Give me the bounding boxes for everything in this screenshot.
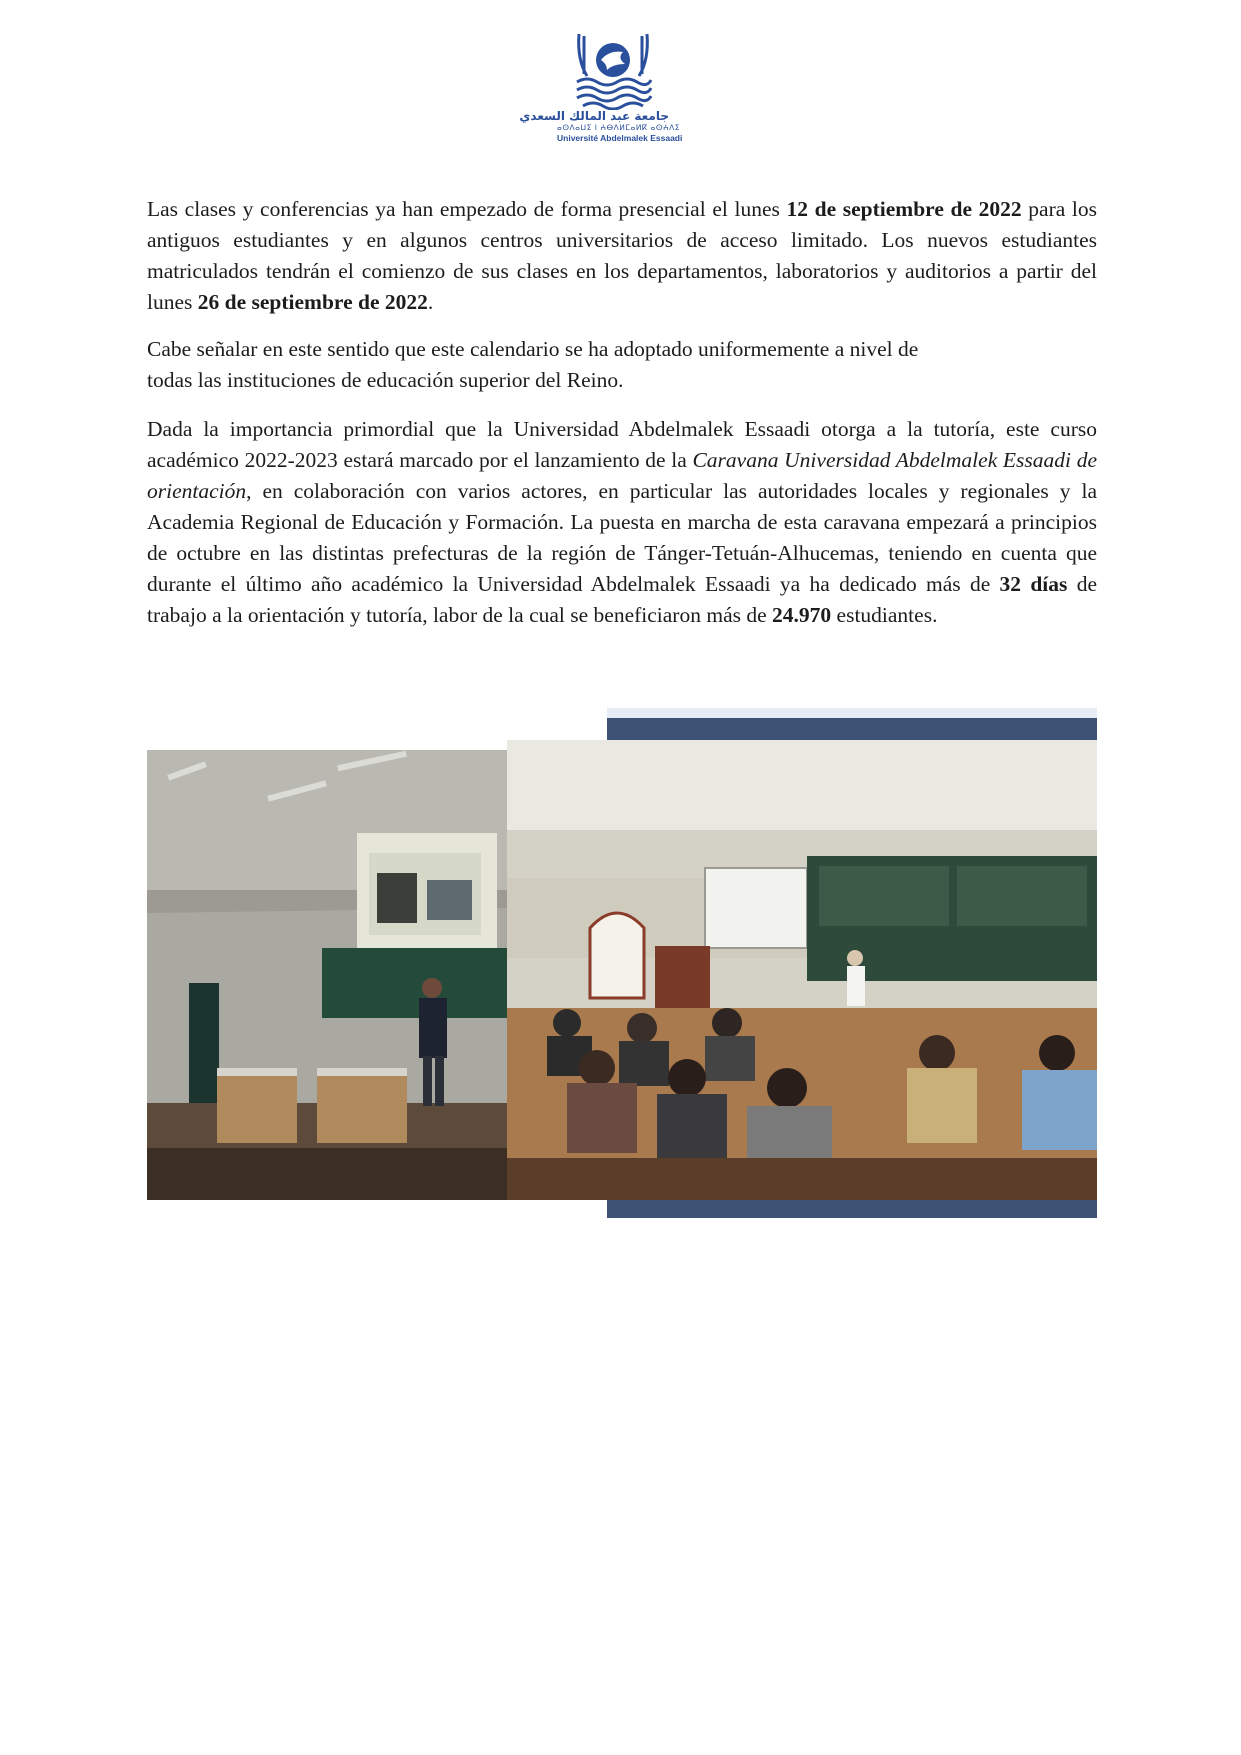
logo-arabic-name: جامعة عبد المالك السعدي <box>519 109 669 123</box>
paragraph-caravan <box>147 414 1097 631</box>
p2-line-2: todas las instituciones de educación superior del Reino. <box>147 368 624 392</box>
p3-caravan-name: Caravana Universidad Abdelmalek Essaadi de orientación <box>147 448 1097 503</box>
lecture-hall-presentation-photo <box>147 750 507 1200</box>
paragraph-calendar <box>147 334 1097 396</box>
p2-line-1: Cabe señalar en este sentido que este calendario se ha adoptado uniformemente a nivel de <box>147 337 919 361</box>
p3-text-e: de trabajo a la orientación y tutoría, labor de la cual se beneficiaron más de <box>147 572 1097 627</box>
logo-french-name: Université Abdelmalek Essaadi <box>557 133 683 143</box>
p3-text-g: estudiantes. <box>831 603 938 627</box>
p1-date-old-students: 12 de septiembre de 2022 <box>786 197 1022 221</box>
p3-students-count: 24.970 <box>772 603 832 627</box>
photo-collage <box>147 708 1097 1218</box>
logo-tifinagh-name: ⴰⵙⴷⴰⵡⵉ ⵏ ⵄⴱⴷⵍⵎⴰⵍⴽ ⴰⵙⵄⴷⵉ <box>557 123 681 132</box>
p3-days-count: 32 días <box>999 572 1068 596</box>
p1-text-c: para los antiguos estudiantes y en algunos centros universitarios de acceso limitado. Los nuevos estudiantes matriculados tendrán el comienzo de sus clases en los departamentos, laboratorios y auditorios a partir del lunes <box>147 197 1097 314</box>
p1-text-e: . <box>427 290 434 314</box>
classroom-students-photo <box>507 740 1097 1200</box>
p1-date-new-students: 26 de septiembre de 2022 <box>197 290 428 314</box>
p1-text-a: Las clases y conferencias ya han empezado de forma presencial el lunes <box>147 197 787 221</box>
p3-text-c: , en colaboración con varios actores, en particular las autoridades locales y regionales y la Academia Regional de Educación y Formación. La puesta en marcha de esta caravana empezará a principios de octubre en las distintas prefecturas de la región de Tánger-Tetuán-Alhucemas, teniendo en cuenta que durante el último año académico la Universidad Abdelmalek Essaadi ya ha dedicado más de <box>147 479 1097 596</box>
paragraph-class-start <box>147 194 1097 318</box>
university-logo-icon <box>573 30 653 110</box>
photo-frame-top-strip <box>607 708 1097 718</box>
university-logo <box>519 30 683 143</box>
p3-text-a: Dada la importancia primordial que la Universidad Abdelmalek Essaadi otorga a la tutoría, este curso académico 2022-2023 estará marcado por el lanzamiento de la <box>147 417 1097 472</box>
